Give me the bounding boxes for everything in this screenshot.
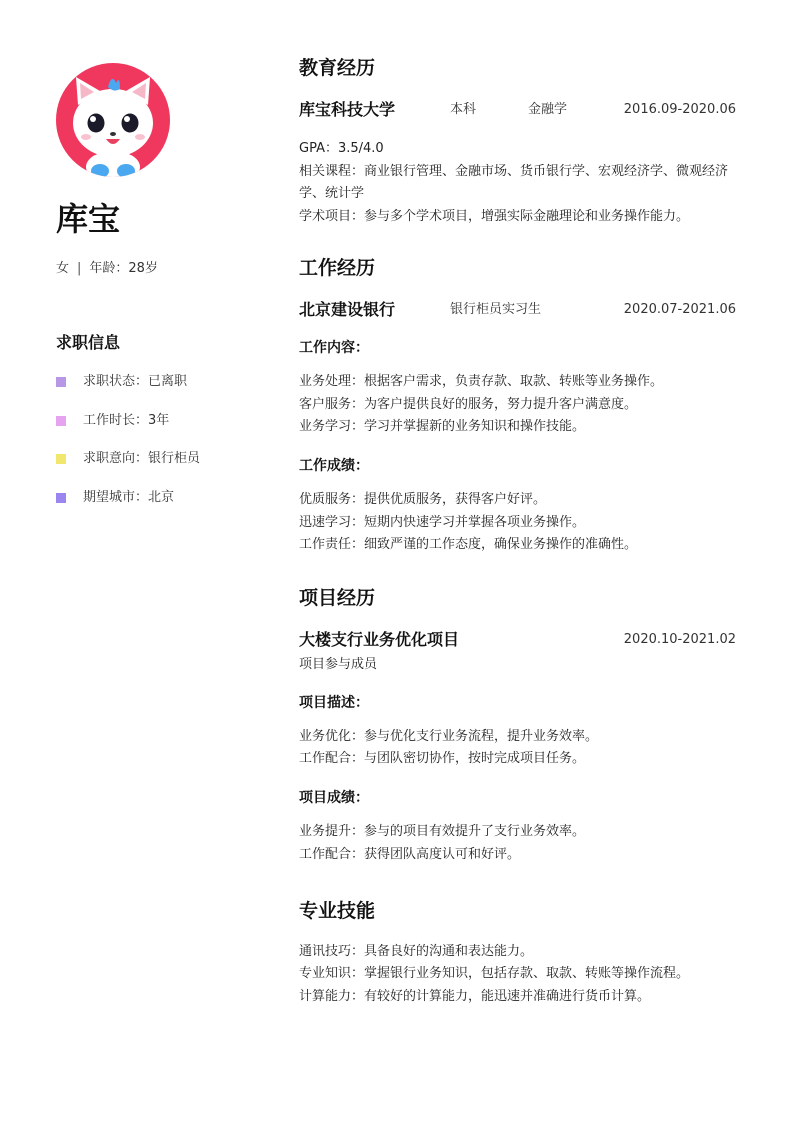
work-content	[299, 371, 736, 439]
work-achievement-line: 迅速学习：短期内快速学习并掌握各项业务操作。	[299, 514, 586, 530]
age: 年龄：28岁	[89, 261, 158, 276]
work-content-line: 客户服务：为客户提供良好的服务，努力提升客户满意度。	[299, 396, 638, 412]
gender: 女	[56, 261, 70, 276]
project-desc-line: 工作配合：与团队密切协作，按时完成项目任务。	[299, 751, 586, 767]
work-achievements	[299, 489, 736, 557]
job-info-title: 求职信息	[56, 333, 121, 352]
cat-mascot-icon	[56, 63, 170, 177]
skills-list	[299, 941, 736, 1009]
skills-title: 专业技能	[299, 899, 376, 922]
skill-line: 专业知识：掌握银行业务知识，包括存款、取款、转账等操作流程。	[299, 966, 690, 982]
major: 金融学	[528, 102, 568, 117]
work-header	[299, 299, 736, 321]
company-name: 北京建设银行	[299, 299, 396, 319]
list-item	[56, 489, 266, 528]
list-item	[56, 412, 266, 451]
list-item	[56, 373, 266, 412]
expected-city: 期望城市：北京	[83, 489, 175, 505]
work-title: 工作经历	[299, 256, 376, 279]
courses-line: 相关课程：商业银行管理、金融市场、货币银行学、宏观经济学、微观经济学、统计学	[299, 163, 729, 202]
project-achievement-title: 项目成绩：	[299, 790, 369, 807]
job-status: 求职状态：已离职	[83, 374, 188, 389]
education-header	[299, 99, 736, 121]
info-separator: |	[77, 261, 82, 276]
project-description	[299, 726, 736, 771]
education-date: 2016.09-2020.06	[623, 102, 736, 117]
work-content-line: 业务处理：根据客户需求，负责存款、取款、转账等业务操作。	[299, 373, 664, 389]
education-details	[299, 138, 736, 229]
project-achievement-line: 工作配合：获得团队高度认可和好评。	[299, 846, 521, 862]
skill-line: 计算能力：有较好的计算能力，能迅速并准确进行货币计算。	[299, 988, 651, 1004]
work-duration: 工作时长：3年	[83, 412, 170, 428]
work-content-line: 业务学习：学习并掌握新的业务知识和操作技能。	[299, 419, 586, 435]
work-achievement-title: 工作成绩：	[299, 457, 369, 474]
bullet-square-icon	[56, 493, 66, 503]
project-achievements	[299, 821, 736, 866]
project-desc-title: 项目描述：	[299, 694, 369, 711]
project-title: 项目经历	[299, 587, 376, 610]
project-header	[299, 629, 736, 651]
education-title: 教育经历	[299, 57, 376, 79]
candidate-name: 库宝	[56, 200, 121, 238]
list-item	[56, 450, 266, 489]
main-content	[299, 55, 736, 1009]
sidebar	[56, 63, 266, 527]
bullet-square-icon	[56, 416, 66, 426]
basic-info	[56, 259, 266, 279]
project-achievement-line: 业务提升：参与的项目有效提升了支行业务效率。	[299, 824, 586, 840]
project-name: 大楼支行业务优化项目	[299, 630, 460, 650]
gpa-line: GPA：3.5/4.0	[299, 141, 384, 156]
project-role: 项目参与成员	[299, 657, 378, 673]
academic-projects-line: 学术项目：参与多个学术项目，增强实际金融理论和业务操作能力。	[299, 209, 690, 225]
work-content-title: 工作内容：	[299, 339, 369, 356]
project-desc-line: 业务优化：参与优化支行业务流程，提升业务效率。	[299, 728, 599, 744]
job-role: 银行柜员实习生	[450, 301, 542, 317]
avatar	[56, 63, 170, 177]
job-intention: 求职意向：银行柜员	[83, 451, 201, 467]
degree: 本科	[450, 102, 477, 117]
skill-line: 通讯技巧：具备良好的沟通和表达能力。	[299, 943, 534, 959]
bullet-square-icon	[56, 377, 66, 387]
school-name: 库宝科技大学	[299, 100, 396, 119]
work-date: 2020.07-2021.06	[623, 301, 736, 317]
work-achievement-line: 工作责任：细致严谨的工作态度，确保业务操作的准确性。	[299, 537, 638, 553]
work-achievement-line: 优质服务：提供优质服务，获得客户好评。	[299, 491, 547, 507]
job-info-list	[56, 373, 266, 527]
bullet-square-icon	[56, 454, 66, 464]
project-date: 2020.10-2021.02	[623, 632, 736, 648]
